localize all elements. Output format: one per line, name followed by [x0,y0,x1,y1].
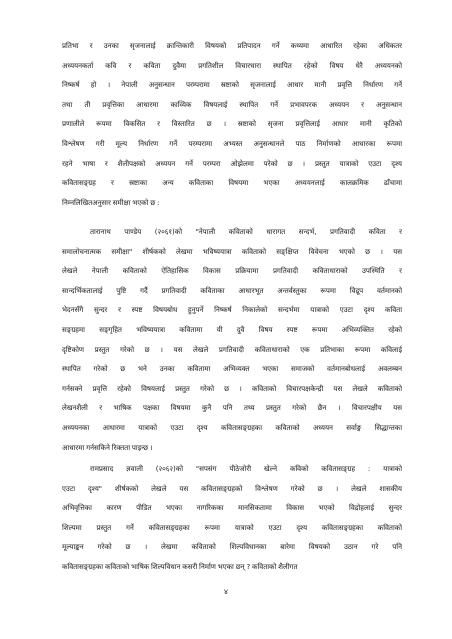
text-line: अध्ययनका आधारमा यात्राको एउटा दृश्य कवितासङ्ग्रहका कविताको अध्ययन सर्वाङ्ग सिद्धान्तका [62,422,402,432]
text-line: शिल्पमा प्रस्तुत गर्ने कवितासङ्ग्रहका रूपमा यात्राको एउटा दृश्य कवितासङ्ग्रहका कविताको [62,522,402,532]
text-line: कवितासङ्ग्रहका कविताको भाषिक शिल्पविधान कसरी निर्माण भएका छन् ? कविताको शैलीगत [62,561,298,571]
text-line: भेदनसँगै सुन्दर र स्पष्ट विषयबोध हुनुपर्ने निष्कर्ष निकालेको सन्दर्भमा यात्राको एउटा दृश्य कविता [62,305,402,315]
text-line: स्थापित गरेको छ भने उनका कवितामा अभिव्यक्त भएका समाजको वर्तमानबोधलाई अवलम्बन [62,364,402,374]
text-line: अभिवृत्तिका कारण पीडित भएका नागरिकका मानसिकतामा विकास भएको विद्रोहलाई सुन्दर [62,503,402,513]
paragraph-1 [62,36,402,212]
text-line: विश्लेषण गरी मूल्य निर्धारण गर्ने परम्परामा अभ्यस्त अनुसन्धानले पाठ निर्माणको आधारका रूपमा [62,138,402,148]
text-line: गर्नसक्ने प्रवृत्ति रहेको विषयलाई प्रस्तुत गरेको छ । कविताको विचारपक्षकेन्द्री यस लेखले कविताको [62,383,402,393]
text-line: सङ्ग्रहमा सङ्गृहित भविष्ययात्रा कवितामा यी दुवै विषय स्पष्ट रूपमा अभिव्यक्तित रहेको [62,324,402,334]
text-line: निष्कर्ष हो । नेपाली अनुसन्धान परम्परामा स्रष्टाको सृजनालाई आधार मानी प्रवृत्ति निर्धारण गर्ने [62,80,402,90]
text-line: तारानाथ पाण्डेय (२०६१)को "नेपाली कविताको धारागत सन्दर्भ, प्रगतिवादी कविता र [90,227,402,236]
text-line: रहने भाषा र शैलीपक्षको अध्ययन गर्ने परम्परा ओझेलमा परेको छ । प्रस्तुत यात्राको एउटा दृश्य [62,158,402,168]
text-line: प्रणालीले रूपमा विकसित र विस्तारित छ । स्रष्टाको सृजना प्रवृत्तिलाई आधार मानी कृतिको [62,119,402,129]
text-line: आधारमा गर्नसकिने रिक्तता पाइन्छ । [62,442,153,452]
text-line: एउटा दृश्य" शीर्षकको लेखले यस कवितासङ्ग्रहको विश्लेषण गरेको छ । लेखले शासकीय [62,483,402,493]
text-line: सान्दर्भिकतालाई पुष्टि गर्दै प्रगतिवादी कविताका आधारभूत अन्तर्वस्तुका रूपमा विद्रूप वर्तमानको [62,285,402,295]
text-line: तथा ती प्रवृत्तिका आधारमा काव्यिक विषयलाई स्थापित गर्ने प्रभावपरक अध्ययन र अनुसन्धान [62,99,402,109]
text-line: प्रतिभा र उनका सृजनालाई क्रान्तिकारी विषयको प्रतिपादन गर्ने कथ्यमा आधारित रहेका अधिकतर [62,41,402,50]
text-line: लेखले नेपाली कविताको ऐतिहासिक विकास प्रक्रियामा प्रगतिवादी कविताधाराको उपस्थिति र [62,266,402,276]
text-line: दृष्टिकोण प्रस्तुत गरेको छ । यस लेखले प्रगतिवादी कविताधाराको एक प्रतिभाका रूपमा कविलाई [62,344,402,354]
paragraph-2 [62,222,402,457]
text-line: समालोचनात्मक समीक्षा" शीर्षकको लेखमा भविष्ययात्रा कविताको सङ्क्षिप्त विवेचना भएको छ । यस [62,246,402,256]
text-line: लेखनशैली र भाषिक पक्षका विषयमा कुनै पनि तथ्य प्रस्तुत गरेको छैन । विचारपक्षीय यस [62,403,402,413]
text-line: अध्ययनकर्ता कवि र कविता दुवैमा प्रगतिशील विचारधारा स्थापित रहेको विषय धेरै अध्ययनको [62,60,402,70]
text-line: निम्नलिखितअनुसार समीक्षा भएको छ : [62,197,160,207]
text-line: रामप्रसाद ज्ञवाली (२०६२)को "सपसंग पीठेजोरी खेल्ने कविको कवितासङ्ग्रह : यात्राको [90,464,402,473]
text-line: मूल्याङ्कन गरेको छ । लेखमा कविताको शिल्पविधानका बारेमा विषयको उठान गरे पनि [62,542,402,552]
paragraph-3 [62,459,402,577]
page-number: ४ [224,587,228,596]
text-line: कवितासङ्ग्रह र स्रष्टाका अन्य कविताका विषयमा भएका अध्ययनलाई कालक्रमिक ढाँचामा [62,178,402,188]
